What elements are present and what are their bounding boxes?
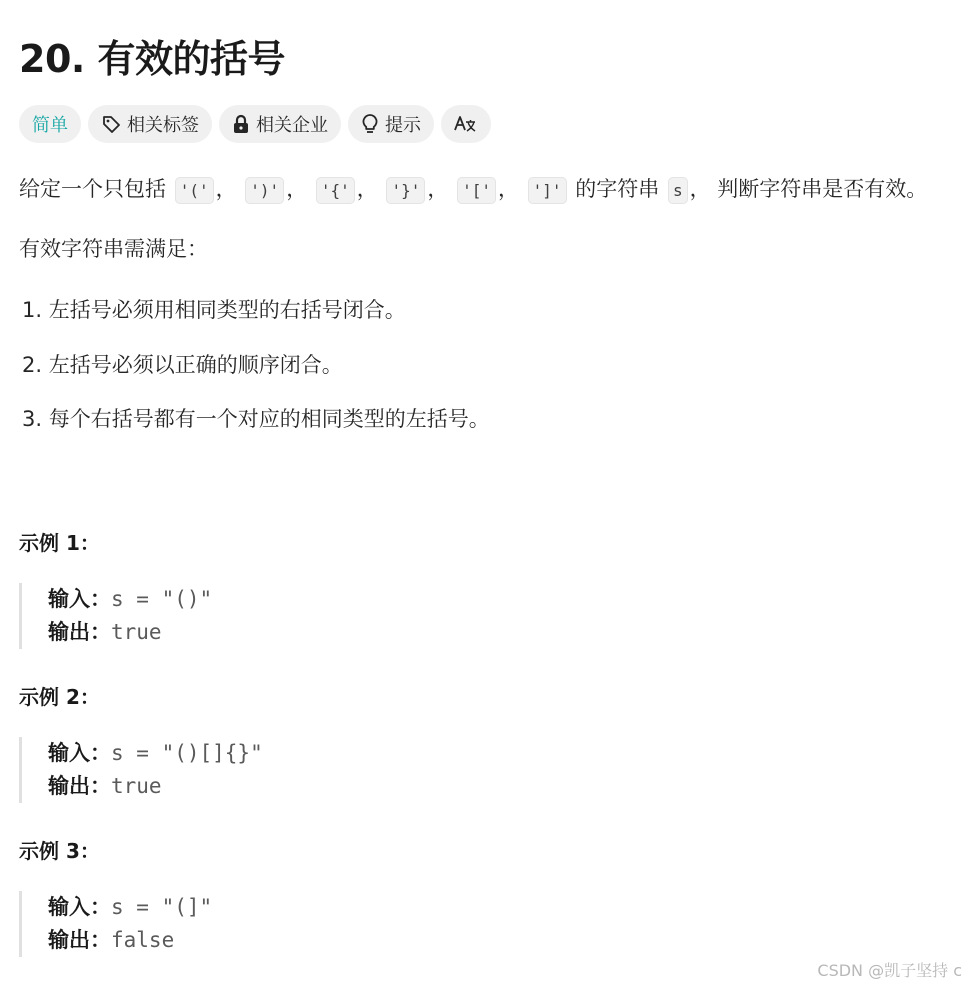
input-value: s = "()" (111, 587, 213, 611)
char-close-bracket: ']' (528, 177, 567, 204)
example-input (48, 583, 619, 616)
example-input (48, 737, 619, 770)
hints-label: 提示 (385, 115, 421, 136)
desc-prefix: 给定一个只包括 (19, 177, 166, 201)
tag-bar (19, 105, 491, 143)
example-block (19, 737, 619, 803)
requirement-intro: 有效字符串需满足： (19, 237, 208, 261)
example-title: 示例 1： (19, 531, 100, 555)
related-tags-button[interactable] (88, 105, 212, 143)
related-tags-label: 相关标签 (127, 115, 199, 136)
problem-title: 20. 有效的括号 (19, 37, 286, 81)
char-open-bracket: '[' (457, 177, 496, 204)
related-companies-label: 相关企业 (256, 115, 328, 136)
output-value: false (111, 928, 175, 952)
rule-item: 3. 每个右括号都有一个对应的相同类型的左括号。 (22, 407, 490, 431)
translate-icon (453, 113, 479, 135)
rule-item: 1. 左括号必须用相同类型的右括号闭合。 (22, 298, 406, 322)
input-value: s = "(]" (111, 895, 213, 919)
related-companies-button[interactable] (219, 105, 341, 143)
desc-sep: ， (497, 177, 519, 201)
output-label: 输出： (48, 774, 111, 798)
output-value: true (111, 774, 162, 798)
desc-sep: ， (427, 177, 449, 201)
char-open-brace: '{' (316, 177, 355, 204)
input-label: 输入： (48, 587, 111, 611)
desc-mid: 的字符串 (568, 177, 660, 201)
example-output (48, 616, 619, 649)
rule-item: 2. 左括号必须以正确的顺序闭合。 (22, 353, 343, 377)
example-title: 示例 2： (19, 685, 100, 709)
char-close-paren: ')' (245, 177, 284, 204)
watermark: CSDN @凯子坚持 c (817, 961, 962, 980)
desc-suffix: ， 判断字符串是否有效。 (689, 177, 928, 201)
tag-icon (101, 114, 121, 134)
input-label: 输入： (48, 741, 111, 765)
var-s: s (668, 177, 688, 204)
problem-description (19, 172, 927, 208)
example-block (19, 891, 619, 957)
desc-sep: ， (215, 177, 237, 201)
example-title: 示例 3： (19, 839, 100, 863)
lock-icon (232, 114, 250, 134)
char-close-brace: '}' (386, 177, 425, 204)
desc-sep: ， (356, 177, 378, 201)
difficulty-tag[interactable] (19, 105, 81, 143)
desc-sep: ， (286, 177, 308, 201)
hints-button[interactable] (348, 105, 434, 143)
output-label: 输出： (48, 620, 111, 644)
translate-button[interactable] (441, 105, 491, 143)
lightbulb-icon (361, 113, 379, 135)
example-block (19, 583, 619, 649)
example-output (48, 770, 619, 803)
output-label: 输出： (48, 928, 111, 952)
input-value: s = "()[]{}" (111, 741, 263, 765)
example-input (48, 891, 619, 924)
difficulty-label: 简单 (32, 115, 68, 136)
example-output (48, 924, 619, 957)
output-value: true (111, 620, 162, 644)
input-label: 输入： (48, 895, 111, 919)
char-open-paren: '(' (175, 177, 214, 204)
